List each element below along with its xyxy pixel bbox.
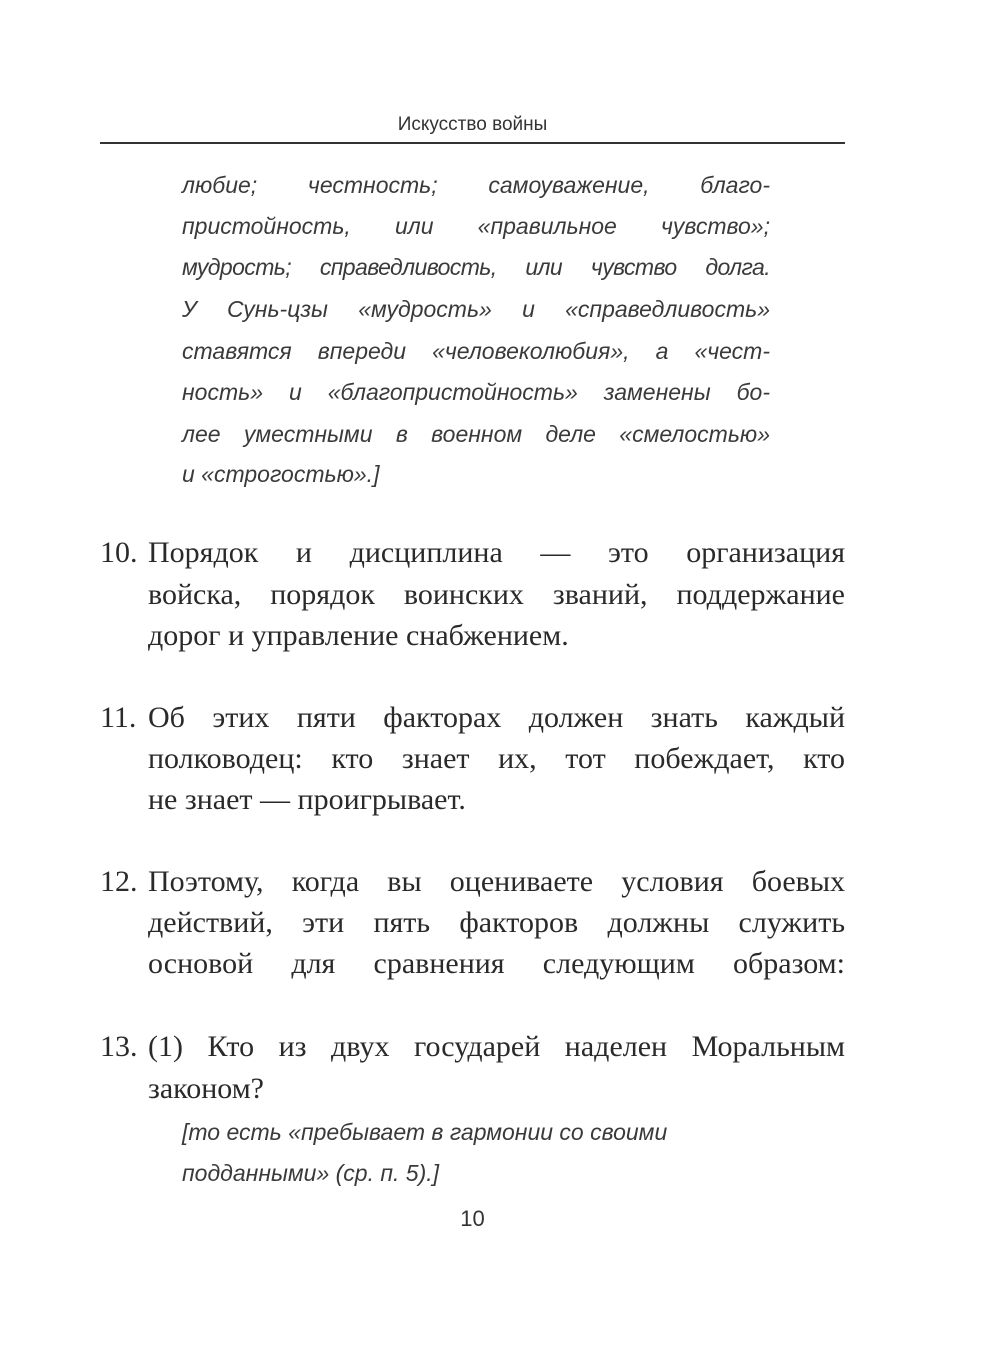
paragraph-line: не знает — проигрывает.	[148, 783, 466, 816]
paragraph-line: Об этих пяти факторах должен знать каждый	[148, 701, 845, 734]
note-line: [то есть «пребывает в гармонии со своими	[182, 1119, 668, 1145]
note-line: пристойность, или «правильное чувство»;	[182, 213, 770, 239]
paragraph-line: войска, порядок воинских званий, поддержание	[148, 578, 845, 611]
paragraph-line: дорог и управление снабжением.	[148, 619, 569, 652]
note-line: мудрость; справедливость, или чувство долга.	[182, 254, 770, 280]
note-line: ставятся впереди «человеколюбия», а «чест-	[182, 338, 770, 364]
page-number: 10	[460, 1206, 485, 1231]
running-header: Искусство войны	[397, 114, 548, 135]
note-line: и «строгостью».]	[182, 461, 380, 487]
paragraph-number: 10.	[100, 536, 138, 569]
note-line: лее уместными в военном деле «смелостью»	[182, 421, 770, 447]
paragraph-line: Поэтому, когда вы оцениваете условия боевых	[148, 865, 845, 898]
paragraph-line: Порядок и дисциплина — это организация	[148, 536, 845, 569]
note-line: любие; честность; самоуважение, благо-	[182, 172, 770, 198]
paragraph-line: основой для сравнения следующим образом:	[148, 947, 845, 980]
note-line: подданными» (ср. п. 5).]	[182, 1160, 440, 1186]
paragraph-number: 11.	[100, 701, 137, 734]
paragraph-line: полководец: кто знает их, тот побеждает, кто	[148, 742, 845, 775]
paragraph-number: 13.	[100, 1030, 138, 1063]
paragraph-line: (1) Кто из двух государей наделен Моральным	[148, 1030, 845, 1063]
note-line: У Сунь-цзы «мудрость» и «справедливость»	[182, 296, 770, 322]
paragraph-number: 12.	[100, 865, 138, 898]
header-rule	[100, 142, 845, 144]
paragraph-line: законом?	[148, 1072, 265, 1105]
paragraph-line: действий, эти пять факторов должны служить	[148, 906, 845, 939]
note-line: ность» и «благопристойность» заменены бо-	[182, 379, 770, 405]
